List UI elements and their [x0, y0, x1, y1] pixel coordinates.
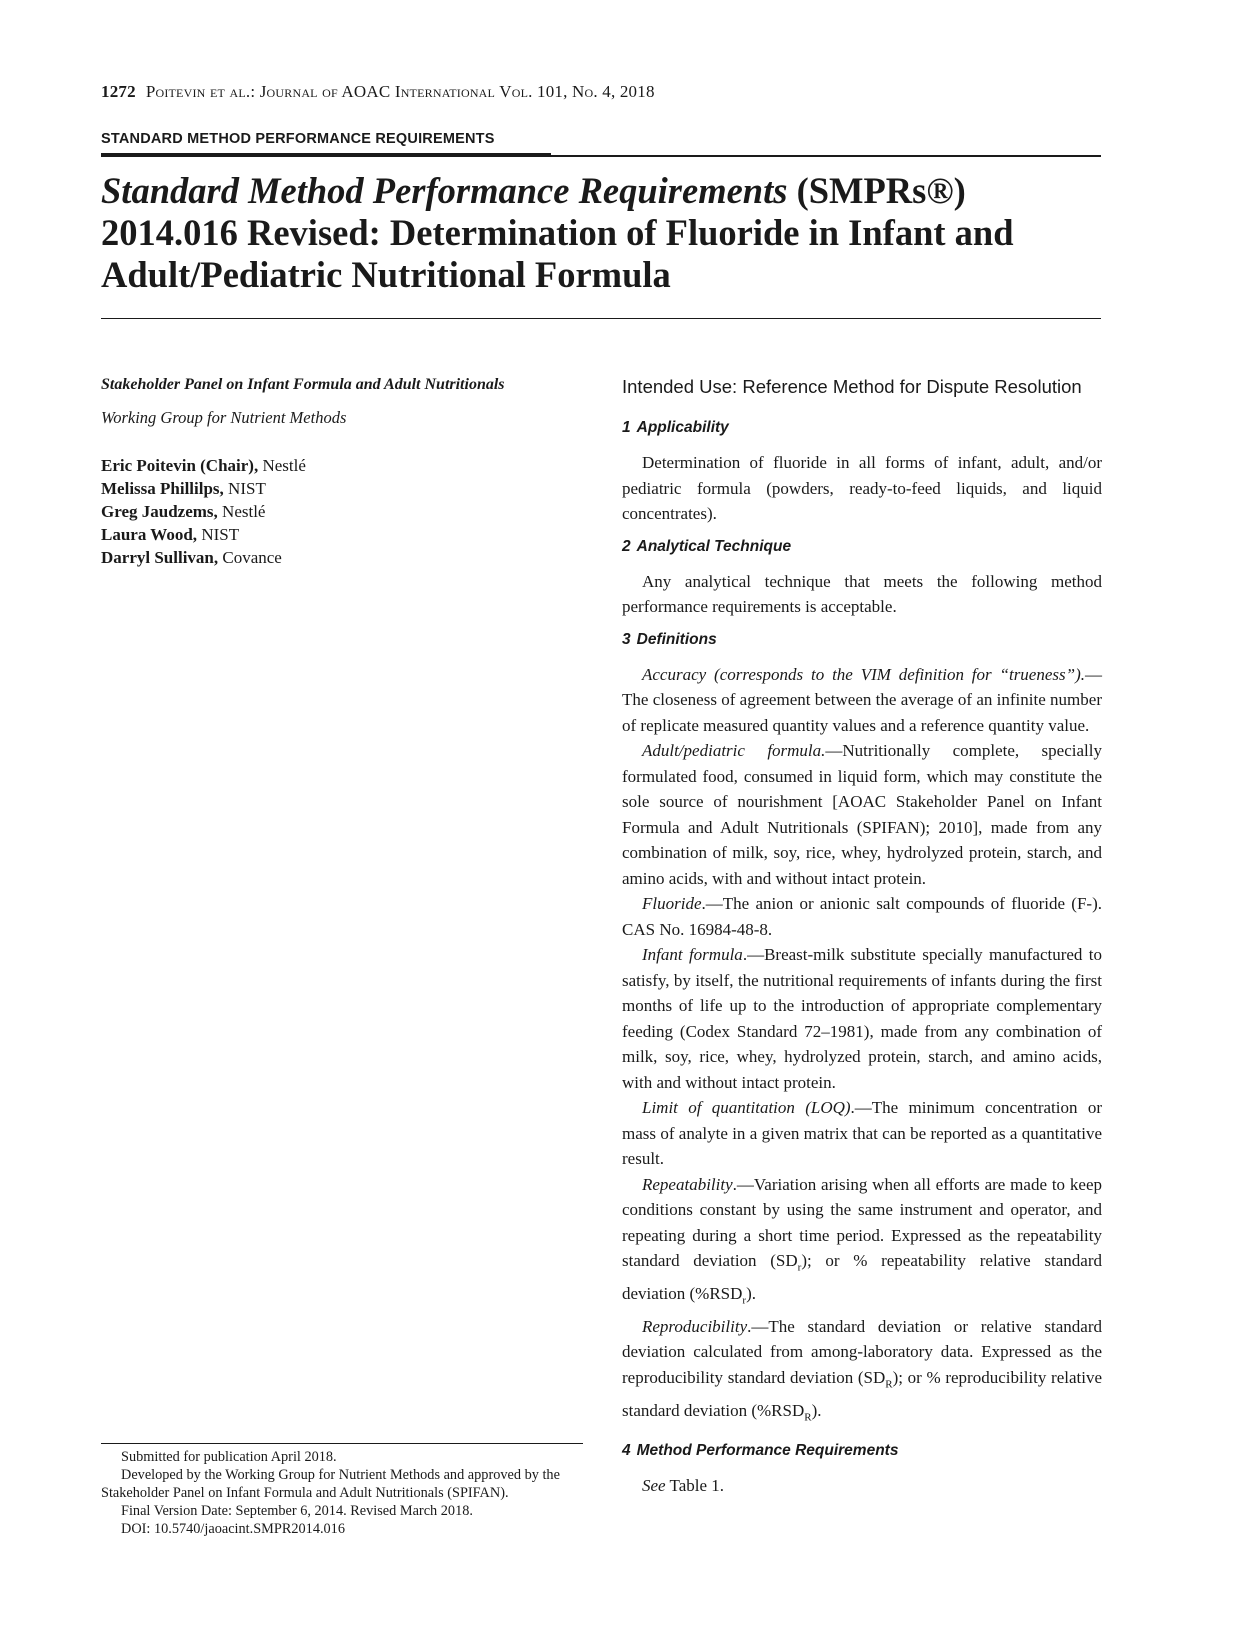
definition-reproducibility: Reproducibility.—The standard deviation or relative standard deviation calculated from among-laboratory data. Expressed as the reproducibility standard deviation $(SD_R)$; or % reproducibility relative standard deviation $(\%RSD_R)$.: [622, 1316, 1102, 1424]
footnote-submitted: Submitted for publication April 2018.: [121, 1449, 337, 1465]
definition-accuracy: Accuracy (corresponds to the VIM definition for “trueness”).—The closeness of agreement between the average of an infinite number of replicate measured quantity values and a reference quantity value.: [622, 664, 1102, 735]
section-label: STANDARD METHOD PERFORMANCE REQUIREMENTS: [101, 131, 495, 147]
section-heading-analytical-technique: 2 Analytical Technique: [622, 537, 792, 555]
left-column: [101, 376, 581, 569]
member-item: Darryl Sullivan, Covance: [101, 548, 282, 567]
section-heading-method-performance: 4 Method Performance Requirements: [622, 1441, 899, 1459]
running-head: [101, 82, 655, 102]
intended-use: Intended Use: Reference Method for Dispute Resolution: [622, 376, 1082, 397]
title-italic: Standard Method Performance Requirements: [101, 170, 788, 211]
right-column: [622, 374, 1102, 1508]
page-number: 1272: [101, 82, 136, 101]
stakeholder-panel: Stakeholder Panel on Infant Formula and Adult Nutritionals: [101, 376, 505, 393]
header-rule: [101, 155, 1101, 157]
footnote-developed: Developed by the Working Group for Nutrient Methods and approved by the Stakeholder Panel on Infant Formula and Adult Nutritionals (SPIFAN).: [101, 1467, 560, 1501]
see-table-text: See Table 1.: [642, 1475, 725, 1495]
definition-infant-formula: Infant formula.—Breast-milk substitute specially manufactured to satisfy, by itself, the nutritional requirements of infants during the first months of life up to the introduction of appropriate complementary feeding (Codex Standard 72–1981), made from any combination of milk, soy, rice, whey, hydrolyzed protein, starch, and amino acids, with and without intact protein.: [622, 945, 1102, 1092]
title-rule: [101, 318, 1101, 319]
definition-repeatability: Repeatability.—Variation arising when all efforts are made to keep conditions constant by using the same instrument and operator, and repeating during a short time period. Expressed as the repeatability standard deviation $(SD_r)$; or % repeatability relative standard deviation $(\%RSD_r)$.: [622, 1174, 1102, 1307]
working-group: Working Group for Nutrient Methods: [101, 408, 347, 427]
member-item: Greg Jaudzems, Nestlé: [101, 502, 266, 521]
section-heading-definitions: 3 Definitions: [622, 630, 717, 648]
footnote-doi: DOI: 10.5740/jaoacint.SMPR2014.016: [121, 1521, 345, 1537]
section-heading-applicability: 1 Applicability: [622, 419, 729, 436]
title-line2: 2014.016 Revised: Determination of Fluoride in Infant and: [101, 212, 1014, 253]
member-item: Melissa Phillilps, NIST: [101, 479, 266, 498]
footnotes: [101, 1448, 581, 1538]
title-line1-rest: (SMPRs®): [787, 170, 966, 211]
page-title: [101, 170, 1111, 296]
definition-loq: Limit of quantitation (LOQ).—The minimum concentration or mass of analyte in a given matrix that can be reported as a quantitative result.: [622, 1098, 1102, 1168]
footnote-rule: [101, 1443, 583, 1444]
member-item: Eric Poitevin (Chair), Nestlé: [101, 456, 306, 475]
applicability-text: Determination of fluoride in all forms of infant, adult, and/or pediatric formula (powders, ready-to-feed liquids, and liquid concentrates).: [622, 453, 1102, 523]
footnote-final-version: Final Version Date: September 6, 2014. Revised March 2018.: [121, 1503, 473, 1519]
member-list: [101, 454, 581, 569]
member-item: Laura Wood, NIST: [101, 525, 240, 544]
definition-adult-pediatric-formula: Adult/pediatric formula.—Nutritionally complete, specially formulated food, consumed in liquid form, which may constitute the sole source of nourishment [AOAC Stakeholder Panel on Infant Formula and Adult Nutritionals (SPIFAN); 2010], made from any combination of milk, soy, rice, whey, hydrolyzed protein, starch, and amino acids, with and without intact protein.: [622, 741, 1102, 888]
title-line3: Adult/Pediatric Nutritional Formula: [101, 254, 671, 295]
analytical-technique-text: Any analytical technique that meets the following method performance requirements is acceptable.: [622, 571, 1102, 616]
table-reference-link[interactable]: Table 1.: [665, 1475, 725, 1495]
journal-citation: Poitevin et al.: Journal of AOAC International Vol. 101, No. 4, 2018: [145, 82, 655, 101]
definition-fluoride: Fluoride.—The anion or anionic salt compounds of fluoride (F-). CAS No. 16984-48-8.: [622, 894, 1102, 939]
